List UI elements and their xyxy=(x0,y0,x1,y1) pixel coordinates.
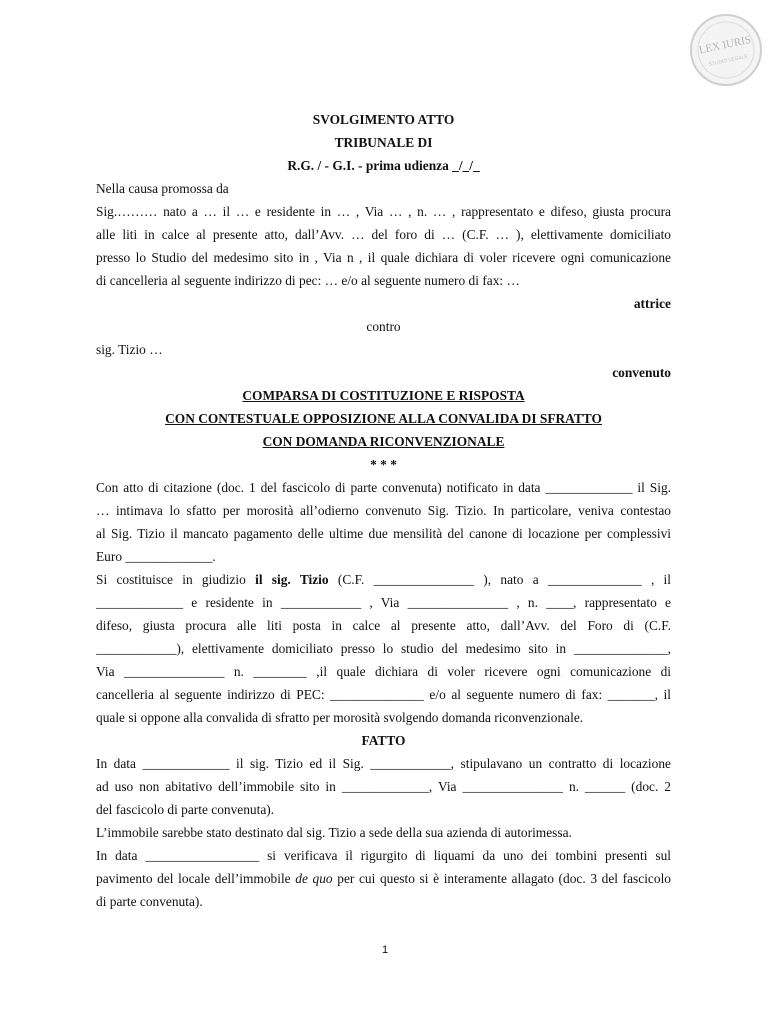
versus-label: contro xyxy=(366,319,401,334)
defendant-name: sig. Tizio … xyxy=(96,342,163,357)
page-number: 1 xyxy=(381,944,389,956)
appearance-party: il sig. Tizio xyxy=(255,572,329,587)
document-content xyxy=(96,108,671,913)
fatto-text: pavimento del locale dell’immobile xyxy=(96,871,296,886)
plaintiff-line: alle liti in calce al presente atto, dall’Avv. … del foro di … (C.F. … ), elettivamente domiciliato xyxy=(96,227,671,242)
act-title-line: CON CONTESTUALE OPPOSIZIONE ALLA CONVALIDA DI SFRATTO xyxy=(165,411,602,426)
fatto-line: di parte convenuta). xyxy=(96,894,203,909)
body-line: Con atto di citazione (doc. 1 del fascicolo di parte convenuta) notificato in data _____________ il Sig. xyxy=(96,480,671,495)
fatto-line: In data _____________ il sig. Tizio ed il Sig. ____________, stipulavano un contratto di locazione xyxy=(96,756,671,771)
body-line: cancelleria al seguente indirizzo di PEC: ______________ e/o al seguente numero di fax: _______, il xyxy=(96,687,671,702)
plaintiff-role: attrice xyxy=(633,296,671,311)
de-quo-italic: de quo xyxy=(295,871,333,886)
svg-text:STUDIO LEGALE: STUDIO LEGALE xyxy=(708,53,749,68)
act-title-line: COMPARSA DI COSTITUZIONE E RISPOSTA xyxy=(242,388,525,403)
fatto-text: per cui questo si è interamente allagato (doc. 3 del fascicolo xyxy=(332,871,671,886)
plaintiff-line: di cancelleria al seguente indirizzo di pec: … e/o al seguente numero di fax: … xyxy=(96,273,520,288)
case-reference: R.G. / - G.I. - prima udienza _/_/_ xyxy=(287,158,480,173)
body-line: Via _______________ n. ________ ,il quale dichiara di voler ricevere ogni comunicazione di xyxy=(96,664,671,679)
fatto-heading: FATTO xyxy=(361,733,406,748)
body-line: ____________), elettivamente domiciliato presso lo studio del medesimo sito in ______________, xyxy=(96,641,671,656)
fatto-line: del fascicolo di parte convenuta). xyxy=(96,802,275,817)
parties-intro: Nella causa promossa da xyxy=(96,181,229,196)
body-line: al Sig. Tizio il mancato pagamento delle ultime due mensilità del canone di locazione per complessivi xyxy=(96,526,671,541)
court-title: TRIBUNALE DI xyxy=(334,135,433,150)
appearance-line xyxy=(96,568,671,591)
section-separator: * * * xyxy=(370,457,397,472)
plaintiff-line: Sig.……… nato a … il … e residente in … , Via … , n. … , rappresentato e difeso, giusta procura xyxy=(96,204,671,219)
body-line: Euro _____________. xyxy=(96,549,216,564)
fatto-line xyxy=(96,867,671,890)
fatto-line: ad uso non abitativo dell’immobile sito in _____________, Via _______________ n. ______ (doc. 2 xyxy=(96,779,671,794)
body-line: quale si oppone alla convalida di sfratto per morosità svolgendo domanda riconvenzionale. xyxy=(96,710,584,725)
appearance-pre: Si costituisce in giudizio xyxy=(96,572,256,587)
body-line: difeso, giusta procura alle liti posta in calce al presente atto, dall’Avv. del Foro di (C.F. xyxy=(96,618,671,633)
plaintiff-line: presso lo Studio del medesimo sito in , Via n , il quale dichiara di voler ricevere ogni comunicazione xyxy=(96,250,671,265)
appearance-post: (C.F. _______________ ), nato a ______________ , il xyxy=(328,572,671,587)
defendant-role: convenuto xyxy=(612,365,671,380)
act-title-line: CON DOMANDA RICONVENZIONALE xyxy=(262,434,505,449)
fatto-line: In data _________________ si verificava il rigurgito di liquami da uno dei tombini presenti sul xyxy=(96,848,671,863)
fatto-line: L’immobile sarebbe stato destinato dal sig. Tizio a sede della sua azienda di autorimessa. xyxy=(96,825,572,840)
document-title: SVOLGIMENTO ATTO xyxy=(312,112,455,127)
svg-text:LEX IURIS: LEX IURIS xyxy=(697,33,753,57)
body-line: … intimava lo sfatto per morosità all’odierno convenuto Sig. Tizio. In particolare, veniva contestao xyxy=(96,503,671,518)
body-line: _____________ e residente in ____________ , Via _______________ , n. ____, rappresentato e xyxy=(96,595,671,610)
lex-iuris-seal-logo xyxy=(688,12,764,88)
seal-icon xyxy=(688,12,764,88)
